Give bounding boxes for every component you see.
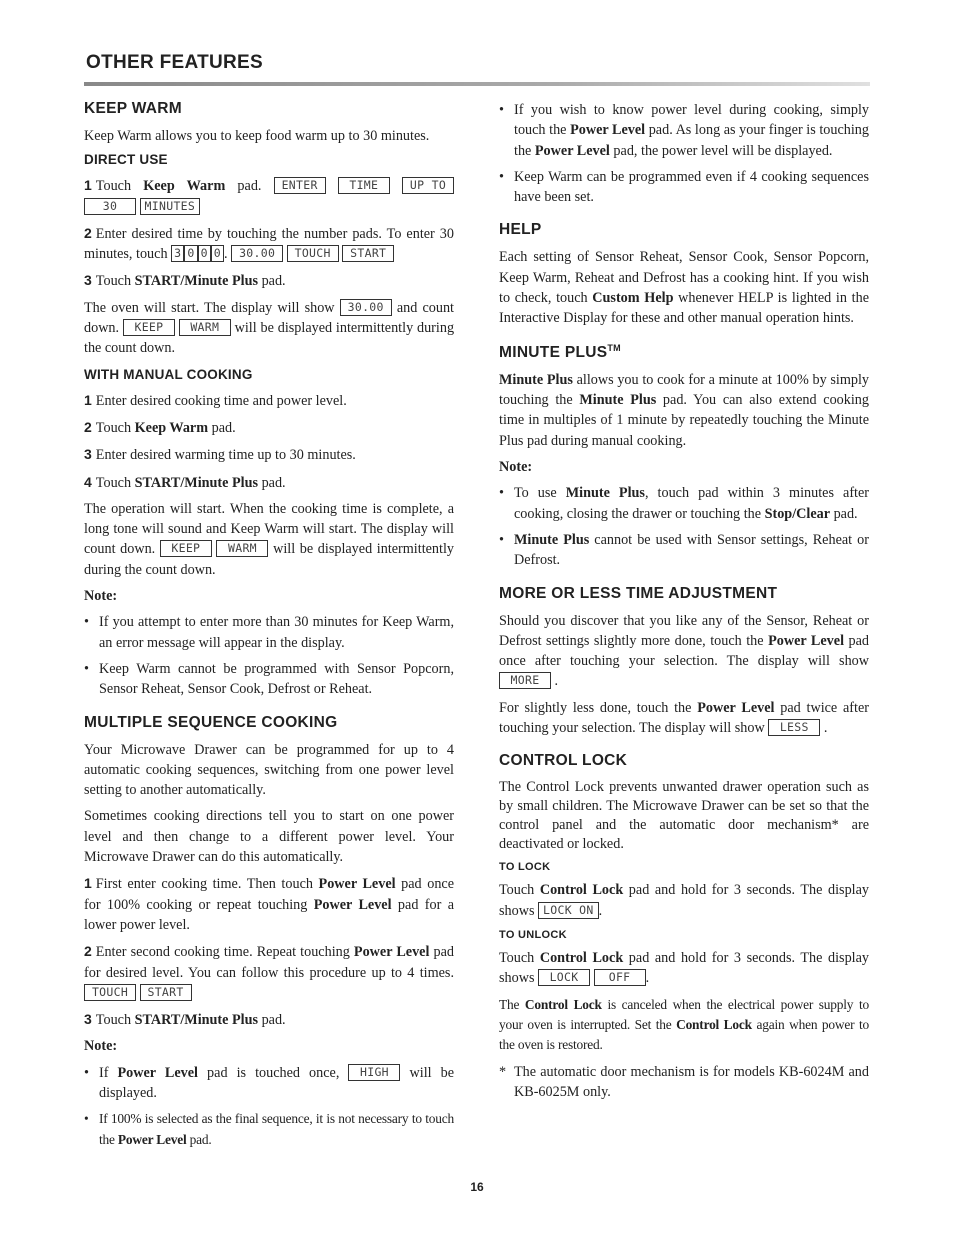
display-readout: KEEP bbox=[160, 540, 212, 557]
help-text: Each setting of Sensor Reheat, Sensor Cook, Sensor Popcorn, Keep Warm, Reheat and Defrost has a cooking hint. If you wish to check, touch Custom Help whenever HELP is lighted in the Interactive Display for these and other manual operation hints. bbox=[499, 249, 869, 327]
control-lock-text: The Control Lock prevents unwanted drawer operation such as by small children. The Microwave Drawer can be set so that the control panel and the automatic door mechanism* are deactivated or locked. bbox=[499, 779, 869, 852]
key-pad: 0 bbox=[184, 245, 197, 262]
note-item: • If Power Level pad is touched once, HIGH will be displayed. bbox=[84, 1063, 454, 1104]
minute-plus-heading: MINUTE PLUS™ bbox=[499, 342, 621, 361]
page-number: 16 bbox=[470, 1180, 484, 1194]
key-pad: 0 bbox=[211, 245, 224, 262]
left-column bbox=[84, 100, 454, 1162]
keep-warm-heading: KEEP WARM bbox=[84, 100, 183, 117]
note-list bbox=[84, 612, 454, 699]
note-item: • To use Minute Plus, touch pad within 3 minutes after cooking, closing the drawer or touching the Stop/Clear pad. bbox=[499, 483, 869, 524]
note-list bbox=[499, 483, 869, 570]
display-readout: WARM bbox=[179, 319, 231, 336]
display-readout: LOCK bbox=[538, 969, 590, 986]
control-lock-cancel: The Control Lock is canceled when the electrical power supply to your oven is interrupted. Set the Control Lock again when power to the oven is restored. bbox=[499, 996, 869, 1053]
manual-result: The operation will start. When the cooking time is complete, a long tone will sound and Keep Warm will start. The display will count down. KEEP WARM will be displayed intermittently during the count down. bbox=[84, 500, 455, 578]
note-item: • Keep Warm can be programmed even if 4 cooking sequences have been set. bbox=[499, 167, 869, 208]
to-lock-text: Touch Control Lock pad and hold for 3 seconds. The display shows LOCK ON . bbox=[499, 882, 869, 919]
direct-use-heading: DIRECT USE bbox=[84, 152, 168, 168]
page-title: OTHER FEATURES bbox=[86, 52, 263, 73]
display-readout: KEEP bbox=[123, 319, 175, 336]
display-readout: OFF bbox=[594, 969, 646, 986]
minute-plus-text: Minute Plus allows you to cook for a minute at 100% by simply touching the Minute Plus pad. You can also extend cooking time in multiples of 1 minute by repeatedly touching the Minute Plus pad during manual cooking. bbox=[499, 371, 870, 449]
direct-use-step-1: 1 Touch Keep Warm pad. ENTER TIME UP TO 30 MINUTES bbox=[84, 175, 454, 217]
help-section bbox=[499, 221, 869, 328]
multiple-sequence-heading: MULTIPLE SEQUENCE COOKING bbox=[84, 713, 338, 731]
note-item: • If you wish to know power level during cooking, simply touch the Power Level pad. As long as your finger is touching the Power Level pad, the power level will be displayed. bbox=[499, 100, 869, 161]
display-readout: TIME bbox=[338, 177, 390, 194]
display-readout: MINUTES bbox=[140, 198, 201, 215]
multiple-step-1: 1 First enter cooking time. Then touch Power Level pad once for 100% cooking or repeat touching Power Level pad for a lower power level. bbox=[84, 875, 455, 933]
note-label: Note: bbox=[84, 588, 118, 605]
multiple-sequence-section bbox=[84, 714, 454, 1150]
display-readout: MORE bbox=[499, 672, 551, 689]
manual-step-2: 2 Touch Keep Warm pad. bbox=[84, 418, 236, 436]
multiple-p1: Your Microwave Drawer can be programmed for up to 4 automatic cooking sequences, switching from one power level setting to another automatically. bbox=[84, 741, 454, 799]
step-number: 3 bbox=[84, 272, 92, 289]
trademark-mark: TM bbox=[607, 342, 621, 353]
display-readout: 30.00 bbox=[340, 299, 392, 316]
to-lock-heading: TO LOCK bbox=[499, 861, 551, 874]
note-item: • If you attempt to enter more than 30 minutes for Keep Warm, an error message will appear in the display. bbox=[84, 612, 454, 653]
manual-step-3: 3 Enter desired warming time up to 30 minutes. bbox=[84, 446, 356, 464]
control-lock-section bbox=[499, 752, 869, 1102]
manual-step-4: 4 Touch START/Minute Plus pad. bbox=[84, 473, 286, 491]
keep-warm-intro: Keep Warm allows you to keep food warm up to 30 minutes. bbox=[84, 128, 430, 144]
keep-warm-section bbox=[84, 100, 454, 700]
control-lock-heading: CONTROL LOCK bbox=[499, 752, 628, 770]
note-list bbox=[84, 1063, 454, 1150]
display-readout: WARM bbox=[216, 540, 268, 557]
to-unlock-heading: TO UNLOCK bbox=[499, 929, 567, 942]
direct-use-step-3: 3 Touch START/Minute Plus pad. bbox=[84, 272, 286, 290]
display-readout: TOUCH bbox=[84, 984, 136, 1001]
manual-cooking-heading: WITH MANUAL COOKING bbox=[84, 366, 253, 382]
more-less-heading: MORE OR LESS TIME ADJUSTMENT bbox=[499, 584, 778, 602]
key-pad: 0 bbox=[198, 245, 211, 262]
display-readout: HIGH bbox=[348, 1064, 400, 1081]
step-number: 2 bbox=[84, 224, 92, 241]
display-readout: 30 bbox=[84, 198, 136, 215]
note-item: • Minute Plus cannot be used with Sensor settings, Reheat or Defrost. bbox=[499, 530, 869, 571]
footnote bbox=[499, 1062, 869, 1103]
minute-plus-section bbox=[499, 343, 869, 571]
title-rule bbox=[84, 82, 870, 86]
display-readout: LOCK ON bbox=[538, 902, 599, 919]
note-label: Note: bbox=[84, 1038, 118, 1055]
more-text: Should you discover that you like any of the Sensor, Reheat or Defrost settings slightly more done, touch the Power Level pad once after touching your selection. The display will show MORE . bbox=[499, 612, 869, 690]
display-readout: ENTER bbox=[274, 177, 326, 194]
display-readout: 30.00 bbox=[231, 245, 283, 262]
direct-use-result: The oven will start. The display will show 30.00 and count down. KEEP WARM will be displayed intermittently during the count down. bbox=[84, 299, 455, 357]
right-column bbox=[499, 100, 869, 1114]
more-less-section bbox=[499, 585, 869, 739]
note-item: • Keep Warm cannot be programmed with Sensor Popcorn, Sensor Reheat, Sensor Cook, Defrost or Reheat. bbox=[84, 659, 454, 700]
power-level-notes bbox=[499, 100, 869, 207]
to-unlock-text: Touch Control Lock pad and hold for 3 seconds. The display shows LOCK OFF . bbox=[499, 950, 869, 987]
less-text: For slightly less done, touch the Power Level pad twice after touching your selection. The display will show LESS . bbox=[499, 699, 869, 736]
manual-step-1: 1 Enter desired cooking time and power level. bbox=[84, 391, 347, 409]
multiple-step-2: 2 Enter second cooking time. Repeat touching Power Level pad for desired level. You can follow this procedure up to 4 times. TOUCH START bbox=[84, 943, 454, 999]
display-readout: START bbox=[342, 245, 394, 262]
direct-use-step-2: 2 Enter desired time by touching the number pads. To enter 30 minutes, touch 3 0 0 0 . 30.00 TOUCH START bbox=[84, 224, 454, 263]
display-readout: START bbox=[140, 984, 192, 1001]
display-readout: TOUCH bbox=[287, 245, 339, 262]
step-number: 1 bbox=[84, 177, 92, 194]
note-item: • If 100% is selected as the final sequence, it is not necessary to touch the Power Level pad. bbox=[84, 1109, 454, 1150]
note-label: Note: bbox=[499, 459, 533, 476]
multiple-step-3: 3 Touch START/Minute Plus pad. bbox=[84, 1011, 286, 1029]
display-readout: UP TO bbox=[402, 177, 454, 194]
key-pad: 3 bbox=[171, 245, 184, 262]
multiple-p2: Sometimes cooking directions tell you to start on one power level and then change to a different power level. Your Microwave Drawer can do this automatically. bbox=[84, 808, 454, 866]
display-readout: LESS bbox=[768, 719, 820, 736]
help-heading: HELP bbox=[499, 221, 542, 239]
footnote-text: * The automatic door mechanism is for models KB-6024M and KB-6025M only. bbox=[499, 1062, 869, 1103]
